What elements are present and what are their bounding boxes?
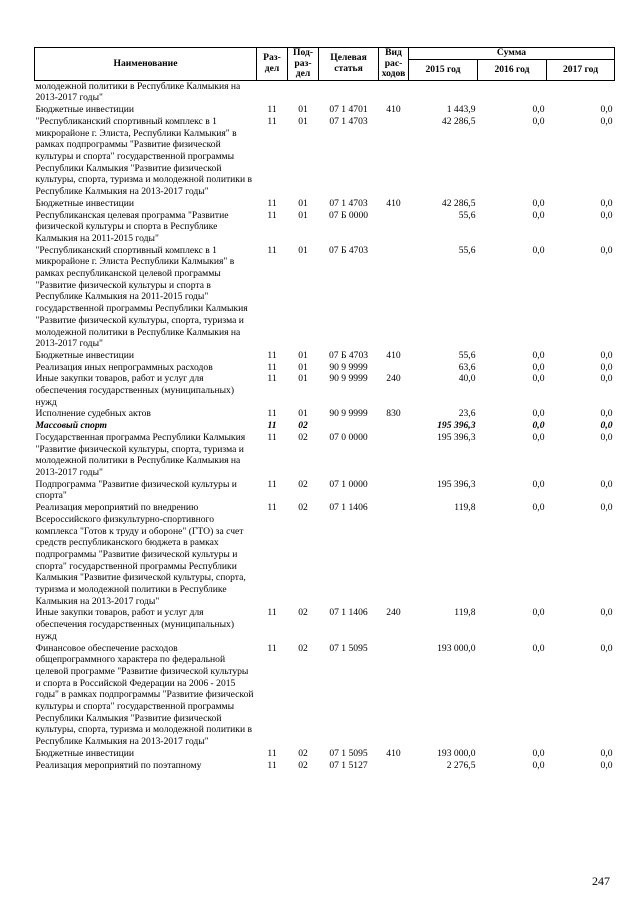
table-row xyxy=(35,80,615,104)
row-sum-2015: 23,6 xyxy=(458,408,476,420)
row-vid-rashodov xyxy=(379,362,409,374)
table-row xyxy=(35,198,615,210)
row-sum-2015: 42 286,5 xyxy=(441,115,476,127)
row-sum-2016: 0,0 xyxy=(532,209,545,221)
row-podrazdel: 01 xyxy=(298,373,308,385)
row-celevaya-statya xyxy=(319,420,379,432)
header-razdel-line1: Раз- xyxy=(263,52,281,64)
row-celevaya-statya: 07 1 5127 xyxy=(329,759,368,771)
row-vid-rashodov xyxy=(379,245,409,350)
row-vid-rashodov: 410 xyxy=(386,104,401,116)
row-celevaya-statya: 07 0 0000 xyxy=(329,431,368,443)
row-sum-2017: 0,0 xyxy=(600,502,613,514)
row-sum-2017: 0,0 xyxy=(600,197,613,209)
row-name: Реализация мероприятий по внедрению Всероссийского физкультурно-спортивного комплекса "Готов к труду и обороне" (ГТО) за счет средств республиканского бюджета в рамках подпрограммы "Развитие физической культуры и спорта" государственной программы Республики Калмыкия "Развитие физической культуры, спорта, туризма и молодежной политики в Республике Калмыкия на 2013-2017 годы" xyxy=(35,502,246,607)
row-celevaya-statya: 07 1 5095 xyxy=(329,642,368,654)
row-celevaya-statya: 07 Б 0000 xyxy=(328,209,369,221)
row-razdel: 11 xyxy=(267,197,277,209)
header-vid-line3: ходов xyxy=(381,68,406,80)
header-year-2015: 2015 год xyxy=(409,60,478,81)
row-razdel: 11 xyxy=(267,431,277,443)
row-vid-rashodov: 410 xyxy=(386,197,401,209)
row-razdel: 11 xyxy=(267,759,277,771)
row-razdel: 11 xyxy=(267,373,277,385)
row-sum-2015: 1 443,9 xyxy=(446,104,476,116)
row-name: молодежной политики в Республике Калмыкия на 2013-2017 годы" xyxy=(35,80,241,104)
row-vid-rashodov: 410 xyxy=(386,747,401,759)
table-row xyxy=(35,420,615,432)
row-celevaya-statya: 90 9 9999 xyxy=(329,361,368,373)
row-celevaya-statya: 07 1 1406 xyxy=(329,607,368,619)
row-podrazdel: 01 xyxy=(298,349,308,361)
header-podrazdel xyxy=(288,48,319,81)
row-celevaya-statya: 07 1 0000 xyxy=(329,478,368,490)
row-sum-2015: 195 396,3 xyxy=(437,431,476,443)
row-sum-2016: 0,0 xyxy=(532,115,545,127)
row-celevaya-statya: 90 9 9999 xyxy=(329,373,368,385)
row-celevaya-statya: 07 1 4703 xyxy=(329,197,368,209)
row-sum-2015 xyxy=(409,80,478,104)
row-razdel xyxy=(257,80,288,104)
row-vid-rashodov: 830 xyxy=(386,408,401,420)
row-sum-2015: 55,6 xyxy=(458,209,476,221)
row-name: Бюджетные инвестиции xyxy=(35,349,134,361)
row-razdel: 11 xyxy=(267,361,277,373)
row-sum-2016: 0,0 xyxy=(532,349,545,361)
table-row xyxy=(35,607,615,642)
row-razdel: 11 xyxy=(267,244,277,256)
row-sum-2015: 195 396,3 xyxy=(437,478,476,490)
table-header xyxy=(35,48,615,81)
row-razdel: 11 xyxy=(267,104,277,116)
row-podrazdel: 02 xyxy=(298,478,308,490)
header-year-2016: 2016 год xyxy=(478,60,547,81)
row-sum-2016: 0,0 xyxy=(532,244,545,256)
row-sum-2015: 193 000,0 xyxy=(437,747,476,759)
row-sum-2016: 0,0 xyxy=(532,759,545,771)
row-vid-rashodov xyxy=(379,210,409,245)
header-podrazdel-line2: раз- xyxy=(294,57,312,69)
row-name: Финансовое обеспечение расходов общепрограммного характера по федеральной целевой программе "Развитие физической культуры и спорта в Российской Федерации на 2006 - 2015 годы" в рамках подпрограммы "Развитие физической культуры и спорта" государственной программы Республики Калмыкия "Развитие физической культуры, спорта, туризма и молодежной политики в Республике Калмыкия на 2013-2017 годы" xyxy=(35,642,254,748)
row-celevaya-statya xyxy=(319,80,379,104)
table-row xyxy=(35,373,615,408)
row-razdel: 11 xyxy=(267,420,277,432)
row-vid-rashodov xyxy=(379,432,409,479)
row-sum-2015: 119,8 xyxy=(454,607,476,619)
row-sum-2015: 55,6 xyxy=(458,349,476,361)
row-razdel: 11 xyxy=(267,209,277,221)
table-row xyxy=(35,432,615,479)
budget-table xyxy=(34,47,615,771)
row-vid-rashodov: 240 xyxy=(386,373,401,385)
row-podrazdel: 02 xyxy=(298,759,308,771)
table-row xyxy=(35,210,615,245)
row-name: Реализация мероприятий по поэтапному xyxy=(35,759,202,771)
row-name: Иные закупки товаров, работ и услуг для обеспечения государственных (муниципальных) нужд xyxy=(35,373,235,408)
table-row xyxy=(35,116,615,198)
table-row xyxy=(35,643,615,748)
row-podrazdel: 02 xyxy=(298,642,308,654)
row-name: "Республиканский спортивный комплекс в 1 микрорайоне г. Элиста Республики Калмыкия" в рамках республиканской целевой программы "Развитие физической культуры и спорта в Республике Калмыкия на 2011-2015 годы" государственной программы Республики Калмыкия "Развитие физической культуры, спорта, туризма и молодежной политики в Республике Калмыкия на 2013-2017 годы" xyxy=(35,244,248,350)
row-podrazdel: 02 xyxy=(298,431,308,443)
header-celevaya-line2: статья xyxy=(334,62,363,74)
budget-table-sheet xyxy=(34,47,614,771)
row-sum-2017: 0,0 xyxy=(600,408,613,420)
row-name: Иные закупки товаров, работ и услуг для обеспечения государственных (муниципальных) нужд xyxy=(35,607,235,642)
row-sum-2016: 0,0 xyxy=(532,408,545,420)
row-sum-2016: 0,0 xyxy=(532,361,545,373)
row-sum-2017: 0,0 xyxy=(600,642,613,654)
row-podrazdel: 01 xyxy=(298,104,308,116)
table-body xyxy=(35,80,615,771)
row-sum-2017 xyxy=(547,80,615,104)
row-vid-rashodov xyxy=(379,80,409,104)
row-sum-2017: 0,0 xyxy=(600,361,613,373)
table-row xyxy=(35,350,615,362)
header-vid-line1: Вид xyxy=(385,47,402,58)
header-vid-line2: рас- xyxy=(384,57,403,69)
row-name: Исполнение судебных актов xyxy=(35,408,151,420)
row-razdel: 11 xyxy=(267,349,277,361)
header-vid xyxy=(379,48,409,81)
row-celevaya-statya: 07 1 5095 xyxy=(329,747,368,759)
row-vid-rashodov xyxy=(379,643,409,748)
row-sum-2016: 0,0 xyxy=(532,747,545,759)
row-razdel: 11 xyxy=(267,408,277,420)
table-row xyxy=(35,104,615,116)
row-podrazdel: 01 xyxy=(298,197,308,209)
row-vid-rashodov: 240 xyxy=(386,607,401,619)
row-podrazdel: 01 xyxy=(298,209,308,221)
row-sum-2015: 193 000,0 xyxy=(437,642,476,654)
row-name: Бюджетные инвестиции xyxy=(35,104,134,116)
row-podrazdel: 01 xyxy=(298,361,308,373)
row-vid-rashodov xyxy=(379,420,409,432)
row-name: Бюджетные инвестиции xyxy=(35,197,134,209)
row-razdel: 11 xyxy=(267,642,277,654)
table-row xyxy=(35,479,615,502)
row-sum-2017: 0,0 xyxy=(600,115,613,127)
row-sum-2016: 0,0 xyxy=(532,607,545,619)
row-sum-2015: 55,6 xyxy=(458,244,476,256)
row-sum-2016: 0,0 xyxy=(532,478,545,490)
row-sum-2017: 0,0 xyxy=(600,607,613,619)
row-podrazdel xyxy=(288,80,319,104)
row-name: Бюджетные инвестиции xyxy=(35,747,134,759)
row-razdel: 11 xyxy=(267,502,277,514)
row-sum-2015: 195 396,3 xyxy=(437,420,476,432)
row-sum-2017: 0,0 xyxy=(600,759,613,771)
row-vid-rashodov: 410 xyxy=(386,349,401,361)
row-sum-2015: 42 286,5 xyxy=(441,197,476,209)
row-sum-2015: 40,0 xyxy=(458,373,476,385)
row-podrazdel: 01 xyxy=(298,115,308,127)
row-name: Реализация иных непрограммных расходов xyxy=(35,361,213,373)
row-sum-2017: 0,0 xyxy=(600,478,613,490)
row-razdel: 11 xyxy=(267,478,277,490)
row-sum-2016: 0,0 xyxy=(532,373,545,385)
row-razdel: 11 xyxy=(267,607,277,619)
row-celevaya-statya: 07 Б 4703 xyxy=(328,349,369,361)
row-sum-2017: 0,0 xyxy=(600,373,613,385)
row-celevaya-statya: 07 1 4703 xyxy=(329,115,368,127)
row-sum-2016: 0,0 xyxy=(532,104,545,116)
row-sum-2017: 0,0 xyxy=(600,349,613,361)
header-podrazdel-line1: Под- xyxy=(292,47,314,58)
row-sum-2017: 0,0 xyxy=(600,209,613,221)
table-row xyxy=(35,748,615,760)
row-celevaya-statya: 90 9 9999 xyxy=(329,408,368,420)
table-row xyxy=(35,362,615,374)
row-sum-2017: 0,0 xyxy=(600,747,613,759)
row-sum-2017: 0,0 xyxy=(600,420,613,432)
row-podrazdel: 02 xyxy=(298,607,308,619)
row-sum-2016: 0,0 xyxy=(532,502,545,514)
row-celevaya-statya: 07 Б 4703 xyxy=(328,244,369,256)
row-name: Подпрограмма "Развитие физической культуры и спорта" xyxy=(35,478,237,502)
row-sum-2015: 119,8 xyxy=(454,502,476,514)
row-sum-2015: 2 276,5 xyxy=(446,759,476,771)
row-sum-2017: 0,0 xyxy=(600,104,613,116)
row-podrazdel: 02 xyxy=(298,747,308,759)
row-vid-rashodov xyxy=(379,760,409,772)
row-razdel: 11 xyxy=(267,747,277,759)
header-razdel-line2: дел xyxy=(264,62,280,74)
table-row xyxy=(35,245,615,350)
header-summa: Сумма xyxy=(409,48,615,60)
header-celevaya-line1: Целевая xyxy=(330,52,367,64)
table-row xyxy=(35,408,615,420)
row-sum-2016 xyxy=(478,80,547,104)
row-sum-2016: 0,0 xyxy=(532,197,545,209)
row-podrazdel: 01 xyxy=(298,244,308,256)
row-podrazdel: 01 xyxy=(298,408,308,420)
row-sum-2016: 0,0 xyxy=(532,420,545,432)
row-sum-2015: 63,6 xyxy=(458,361,476,373)
row-name: Государственная программа Республики Калмыкия "Развитие физической культуры, спорта, туризма и молодежной политики в Республике Калмыкия на 2013-2017 годы" xyxy=(35,431,246,478)
row-vid-rashodov xyxy=(379,479,409,502)
header-razdel xyxy=(257,48,288,81)
table-row xyxy=(35,502,615,607)
row-celevaya-statya: 07 1 1406 xyxy=(329,502,368,514)
row-name: "Республиканский спортивный комплекс в 1 микрорайоне г. Элиста, Республики Калмыкия" в рамках подпрограммы "Развитие физической культуры и спорта" государственной программы Республики Калмыкия "Развитие физической культуры, спорта, туризма и молодежной политики в Республике Калмыкия на 2013-2017 годы" xyxy=(35,115,253,198)
row-sum-2017: 0,0 xyxy=(600,244,613,256)
table-row xyxy=(35,760,615,772)
row-sum-2016: 0,0 xyxy=(532,642,545,654)
page-number: 247 xyxy=(592,874,610,888)
row-razdel: 11 xyxy=(267,115,277,127)
row-vid-rashodov xyxy=(379,502,409,607)
row-vid-rashodov xyxy=(379,116,409,198)
row-celevaya-statya: 07 1 4701 xyxy=(329,104,368,116)
header-celevaya xyxy=(319,48,379,81)
row-sum-2016: 0,0 xyxy=(532,431,545,443)
row-sum-2017: 0,0 xyxy=(600,431,613,443)
row-podrazdel: 02 xyxy=(298,502,308,514)
row-name: Республиканская целевая программа "Развитие физической культуры и спорта в Республике Калмыкия на 2011-2015 годы" xyxy=(35,209,229,244)
row-podrazdel: 02 xyxy=(298,420,308,432)
header-name: Наименование xyxy=(35,48,257,81)
header-podrazdel-line3: дел xyxy=(295,68,311,80)
header-year-2017: 2017 год xyxy=(547,60,615,81)
row-name: Массовый спорт xyxy=(35,420,107,432)
